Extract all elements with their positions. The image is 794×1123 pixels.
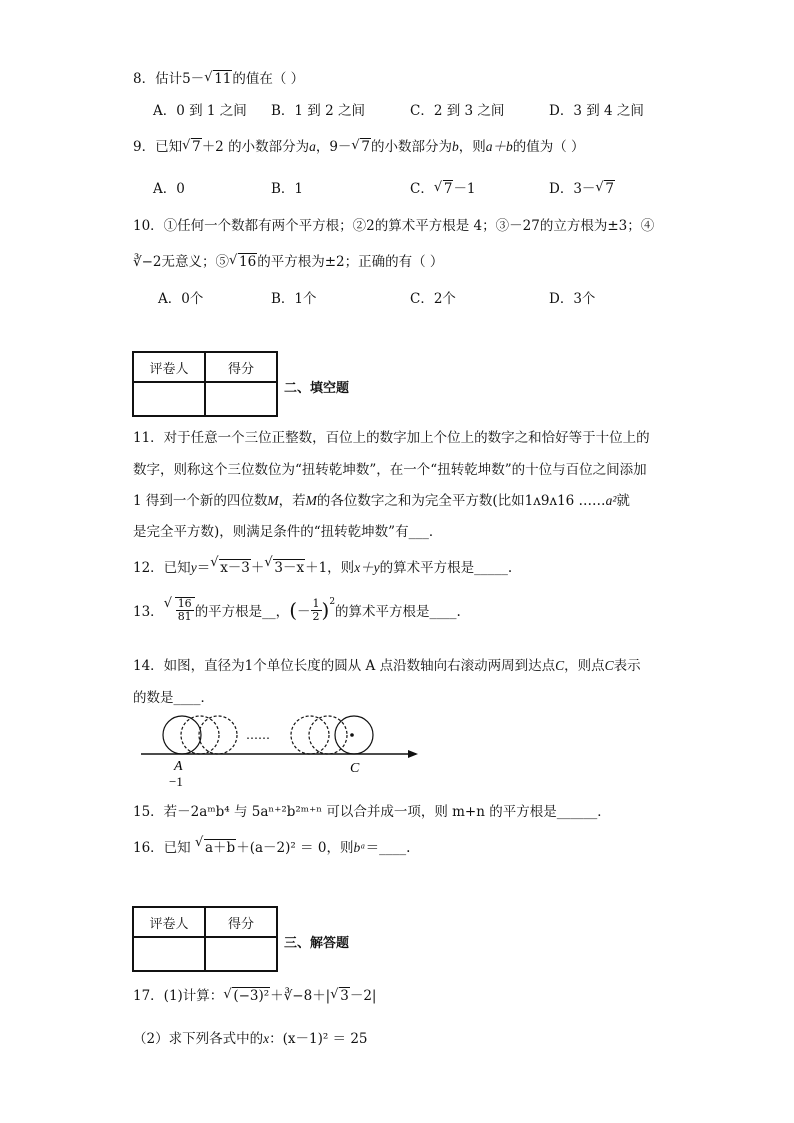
q8-option-b: B．1 到 2 之间 bbox=[271, 103, 365, 119]
circle-dashed-1 bbox=[181, 716, 219, 754]
q8-option-a: A．0 到 1 之间 bbox=[153, 103, 247, 119]
q11-line-3: 1 得到一个新的四位数M，若M的各位数字之和为完全平方数(比如1ʌ9ʌ16 ……a²就 bbox=[133, 493, 630, 509]
figure-label-c: C bbox=[350, 761, 360, 776]
circle-dashed-4 bbox=[309, 716, 347, 754]
q9-stem bbox=[133, 135, 585, 155]
circle-dashed-3 bbox=[291, 716, 329, 754]
q16-stem: 16．已知 √ a＋b＋(a－2)² ＝ 0，则bᵃ＝____. bbox=[133, 836, 410, 856]
q8-radical: √ 11 bbox=[204, 71, 232, 87]
q14-line-2: 的数是____． bbox=[133, 690, 214, 706]
score-table-2-score-header: 得分 bbox=[205, 907, 277, 937]
circle-dashed-2 bbox=[199, 716, 237, 754]
figure-ellipsis: …… bbox=[246, 728, 270, 742]
q10-line-2: ∛−2无意义；⑤√ 16的平方根为±2；正确的有（ ） bbox=[133, 250, 443, 270]
circle-end bbox=[335, 716, 373, 754]
q11-line-1: 11．对于任意一个三位正整数，百位上的数字加上个位上的数字之和恰好等于十位上的 bbox=[133, 430, 650, 446]
q9-var-b: b bbox=[452, 139, 459, 154]
q14-number-line-figure bbox=[138, 712, 423, 788]
q9-text-1: 9．已知 bbox=[133, 139, 183, 155]
q9-option-a: A．0 bbox=[153, 181, 185, 197]
section-answer-title: 三、解答题 bbox=[284, 936, 350, 951]
q15-stem: 15．若－2aᵐb⁴ 与 5aⁿ⁺²b²ᵐ⁺ⁿ 可以合并成一项，则 m+n 的平方根是______． bbox=[133, 804, 611, 820]
score-table-1 bbox=[132, 351, 278, 417]
q9-text-6: 的值为（ ） bbox=[512, 139, 585, 155]
score-table-2-grader-cell[interactable] bbox=[133, 937, 205, 971]
q14-line-1: 14．如图，直径为1个单位长度的圆从 A 点沿数轴向右滚动两周到达点C，则点C表示 bbox=[133, 658, 641, 674]
q8-stem bbox=[133, 67, 304, 87]
q10-option-c: C．2个 bbox=[410, 291, 456, 307]
circle-end-dot bbox=[350, 733, 354, 737]
q8-option-d: D．3 到 4 之间 bbox=[549, 103, 644, 119]
q10-line-1: 10．①任何一个数都有两个平方根；②2的算术平方根是 4；③－27的立方根为±3；④ bbox=[133, 218, 655, 234]
q10-option-a: A．0个 bbox=[158, 291, 204, 307]
score-table-grader-header: 评卷人 bbox=[133, 352, 205, 382]
score-table-score-header: 得分 bbox=[205, 352, 277, 382]
q9-text-4: 的小数部分为 bbox=[371, 139, 453, 155]
circle-start bbox=[163, 716, 201, 754]
q9-text-2: ＋2 的小数部分为 bbox=[201, 139, 310, 155]
score-table-2-score-cell[interactable] bbox=[205, 937, 277, 971]
score-table-2 bbox=[132, 906, 278, 972]
q9-option-b: B．1 bbox=[271, 181, 304, 197]
q11-line-4: 是完全平方数)，则满足条件的“扭转乾坤数”有___． bbox=[133, 524, 443, 540]
q17-part-2: （2）求下列各式中的x：(x－1)² ＝ 25 bbox=[133, 1031, 368, 1047]
q9-text-3: ，9－ bbox=[315, 139, 352, 155]
q13-stem: 13． √ $\frac{16}{81}$ 的平方根是__，(－ $\frac{1}{2}$ )$^2$的算术平方根是____. bbox=[133, 597, 461, 623]
q10-option-b: B．1个 bbox=[271, 291, 317, 307]
axis-arrow-icon bbox=[408, 750, 418, 758]
q11-line-2: 数字，则称这个三位数位为“扭转乾坤数”，在一个“扭转乾坤数”的十位与百位之间添加 bbox=[133, 462, 647, 478]
q9-var-a: a bbox=[309, 139, 316, 154]
q9-radical-2: √ 7 bbox=[351, 139, 371, 155]
q17-part-1: 17．(1)计算：√ (−3)²＋∛−8＋|√ 3－2| bbox=[133, 984, 376, 1004]
figure-label-a: A bbox=[174, 759, 183, 774]
q9-radical-1: √ 7 bbox=[182, 139, 202, 155]
score-table-2-grader-header: 评卷人 bbox=[133, 907, 205, 937]
q10-option-d: D．3个 bbox=[549, 291, 596, 307]
score-table-grader-cell[interactable] bbox=[133, 382, 205, 416]
q9-text-5: ，则 bbox=[458, 139, 486, 155]
q9-option-c: C．√ 7－1 bbox=[410, 177, 476, 197]
q9-var-ab: a＋b bbox=[485, 139, 513, 154]
score-table-score-cell[interactable] bbox=[205, 382, 277, 416]
q8-stem-text: 8．估计5－ bbox=[133, 71, 205, 87]
figure-label-minus-one: −1 bbox=[169, 774, 183, 788]
q8-tail: 的值在（ ） bbox=[232, 71, 305, 87]
q9-option-d: D．3－√ 7 bbox=[549, 177, 615, 197]
section-fill-in-blank-title: 二、填空题 bbox=[284, 381, 350, 396]
q12-stem: 12．已知y＝√ x－3＋√ 3－x＋1，则x＋y的算术平方根是_____. bbox=[133, 556, 512, 576]
q8-option-c: C．2 到 3 之间 bbox=[410, 103, 505, 119]
